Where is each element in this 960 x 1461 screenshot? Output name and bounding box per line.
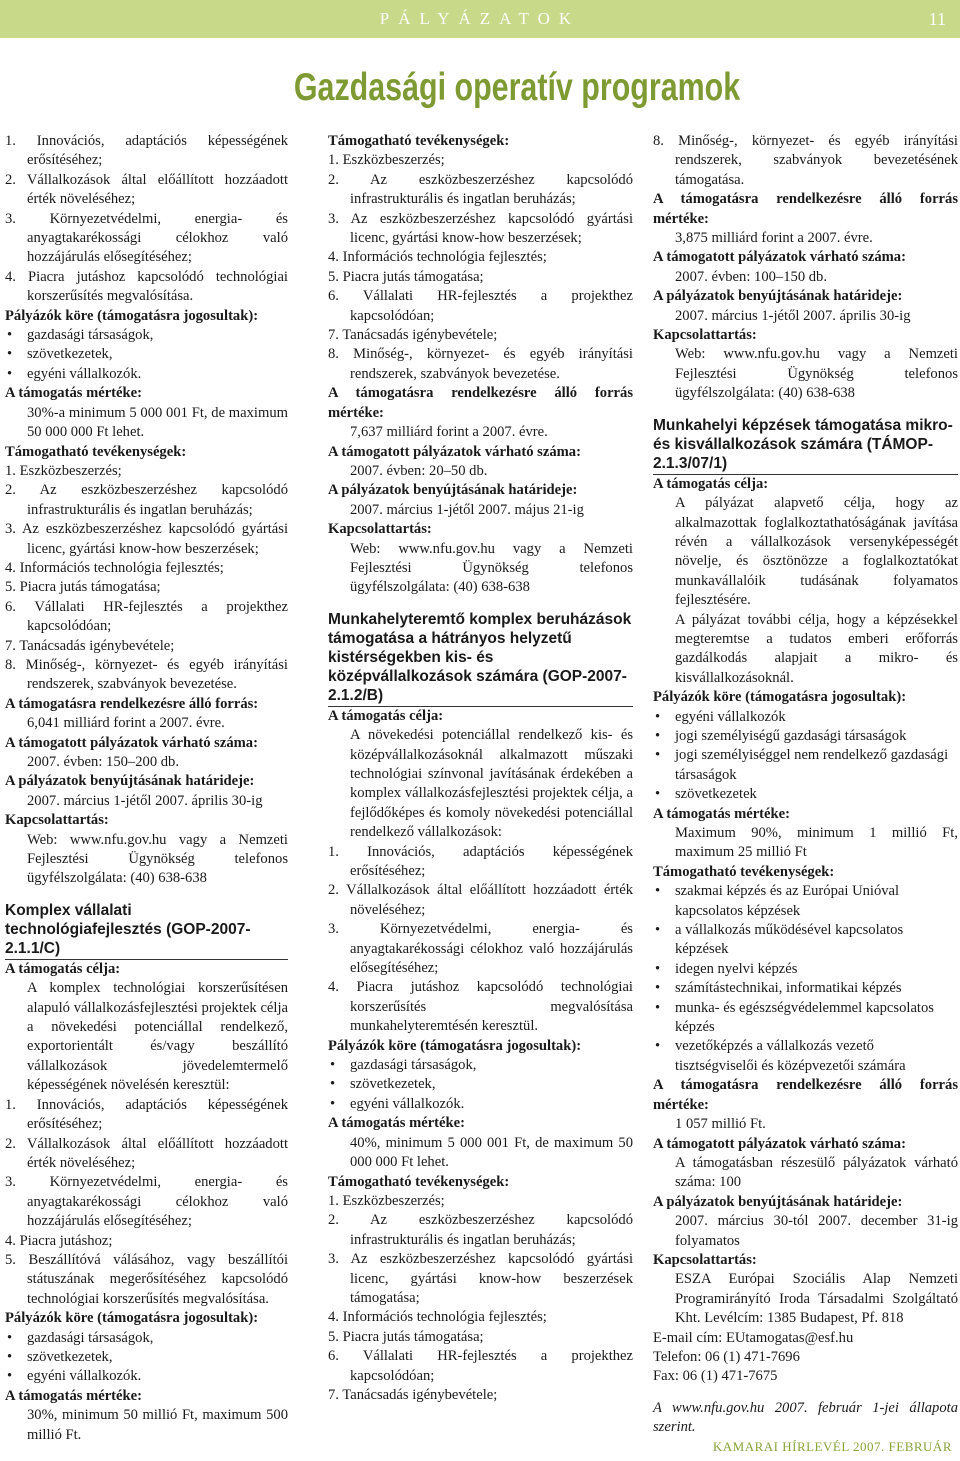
field-value: Web: www.nfu.gov.hu vagy a Nemzeti Fejlesztési Ügynökség telefonos ügyfélszolgálata: (40) 638-638 <box>27 831 288 887</box>
list-item: 6. Vállalati HR-fejlesztés a projekthez kapcsolódóan; <box>328 288 633 324</box>
list-item: 2. Az eszközbeszerzéshez kapcsolódó infrastrukturális és ingatlan beruházás; <box>328 171 633 208</box>
field-label: Pályázók köre (támogatásra jogosultak): <box>5 1310 259 1327</box>
field-value: 2007. évben: 150–200 db. <box>27 754 180 770</box>
list-item: 4. Piacra jutáshoz kapcsolódó technológiai korszerűsítés megvalósítása munkahelyteremtésén keresztül. <box>328 979 633 1035</box>
list-item: 1. Eszközbeszerzés; <box>328 1192 445 1209</box>
footer-publication: KAMARAI HÍRLEVÉL 2007. FEBRUÁR <box>712 1439 952 1454</box>
field-value: A növekedési potenciállal rendelkező kis- és középvállalkozásoknál alkalmazott műszaki technológiai színvonal javításának érdekében a komplex vállalkozásfejlesztési projektek célja, a fejlődőképes és komoly növekedési potenciállal rendelkező vállalkozások: <box>350 727 633 841</box>
list-item: 5. Piacra jutás támogatása; <box>328 268 484 285</box>
field-label: Pályázók köre (támogatásra jogosultak): <box>5 307 259 324</box>
list-item: 1. Innovációs, adaptációs képességének erősítéséhez; <box>5 133 288 169</box>
field-label: Kapcsolattartás: <box>328 521 432 538</box>
bullet-item: • egyéni vállalkozók. <box>5 1367 288 1386</box>
bullet-item: • gazdasági társaságok, <box>328 1056 633 1075</box>
section-title: PÁLYÁZATOK <box>379 9 581 28</box>
field-value: 6,041 milliárd forint a 2007. évre. <box>27 715 225 732</box>
field-label: Kapcsolattartás: <box>653 1251 757 1268</box>
field-value: 2007. évben: 20–50 db. <box>350 462 488 479</box>
field-value: 7,637 milliárd forint a 2007. évre. <box>350 424 548 441</box>
list-item: 3. Az eszközbeszerzéshez kapcsolódó gyártási licenc, gyártási know-how beszerzések támogatása; <box>328 1251 633 1306</box>
field-value: A komplex technológiai korszerűsítésen alapuló vállalkozásfejlesztési projektek célja a növekedési potenciállal rendelkező, exportorientált és/vagy beszállító vállalkozások jövedelemtermelő képességének növelésén keresztül: <box>27 980 288 1094</box>
section-heading: Munkahelyteremtő komplex beruházások támogatása a hátrányos helyzetű kistérségekben kis- és középvállalkozások számára (GOP-2007-2.1.2/B) <box>328 610 633 707</box>
section-heading-wrap <box>328 598 633 707</box>
bullet-item: • a vállalkozás működésével kapcsolatos képzések <box>653 921 958 960</box>
bullet-item: • vezetőképzés a vállalkozás vezető tisztségviselői és középvezetői számára <box>653 1037 958 1076</box>
list-item: 3. Az eszközbeszerzéshez kapcsolódó gyártási licenc, gyártási know-how beszerzések; <box>328 210 633 247</box>
field-value: A támogatásban részesülő pályázatok várható száma: 100 <box>675 1154 958 1191</box>
field-label: A támogatásra rendelkezésre álló forrás mértéke: <box>328 385 633 421</box>
page-headline: Gazdasági operatív programok <box>293 66 740 109</box>
page-number: 11 <box>928 9 946 29</box>
field-value: 30%-a minimum 5 000 001 Ft, de maximum 50 000 000 Ft lehet. <box>27 404 288 441</box>
list-item: 2. Az eszközbeszerzéshez kapcsolódó infrastrukturális és ingatlan beruházás; <box>328 1212 633 1248</box>
list-item: 7. Tanácsadás igénybevétele; <box>328 327 498 344</box>
list-item: 5. Beszállítóvá válásához, vagy beszállítói státuszának megerősítéséhez kapcsolódó technológiai korszerűsítés megvalósítása. <box>5 1251 288 1307</box>
field-label: Támogatható tevékenységek: <box>328 133 510 149</box>
list-item: 6. Vállalati HR-fejlesztés a projekthez kapcsolódóan; <box>5 598 288 635</box>
field-label: A támogatott pályázatok várható száma: <box>653 1135 906 1152</box>
field-label: A pályázatok benyújtásának határideje: <box>653 1193 903 1210</box>
field-value: 1 057 millió Ft. <box>675 1116 766 1133</box>
field-label: Támogatható tevékenységek: <box>653 863 835 880</box>
field-label: A támogatás mértéke: <box>5 385 142 402</box>
list-item: 2. Vállalkozások által előállított hozzáadott érték növeléséhez; <box>5 171 288 208</box>
field-value: 2007. március 1-jétől 2007. április 30-ig <box>27 792 263 809</box>
list-item: 3. Környezetvédelmi, energia- és anyagtakarékossági célokhoz való hozzájárulás elősegítéséhez; <box>328 921 633 977</box>
contact-line: Telefon: 06 (1) 471-7696 <box>653 1348 800 1365</box>
list-item: 5. Piacra jutás támogatása; <box>328 1328 484 1345</box>
list-item: 5. Piacra jutás támogatása; <box>5 579 161 596</box>
field-value: Web: www.nfu.gov.hu vagy a Nemzeti Fejlesztési Ügynökség telefonos ügyfélszolgálata: (40) 638-638 <box>675 346 958 402</box>
field-label: A pályázatok benyújtásának határideje: <box>653 288 903 305</box>
bullet-item: • gazdasági társaságok, <box>5 326 288 345</box>
bullet-item: • egyéni vállalkozók <box>653 708 958 727</box>
field-value: 40%, minimum 5 000 001 Ft, de maximum 50 000 000 Ft lehet. <box>350 1134 633 1171</box>
header-bar <box>0 0 960 38</box>
field-label: Pályázók köre (támogatásra jogosultak): <box>653 689 907 706</box>
section-heading-wrap <box>5 889 288 960</box>
list-item: 4. Információs technológia fejlesztés; <box>328 1309 547 1326</box>
field-value: ESZA Európai Szociális Alap Nemzeti Programirányító Iroda Társadalmi Szolgáltató Kht. Levélcím: 1385 Budapest, Pf. 818 <box>675 1271 958 1327</box>
list-item: 4. Információs technológia fejlesztés; <box>5 559 224 576</box>
bullet-item: • szövetkezetek, <box>5 1348 288 1367</box>
list-item: 7. Tanácsadás igénybevétele; <box>328 1386 498 1403</box>
list-item: 1. Eszközbeszerzés; <box>5 462 122 479</box>
field-label: A támogatott pályázatok várható száma: <box>653 249 906 266</box>
list-item: 2. Az eszközbeszerzéshez kapcsolódó infrastrukturális és ingatlan beruházás; <box>5 482 288 518</box>
field-label: A pályázatok benyújtásának határideje: <box>5 773 255 790</box>
field-label: Kapcsolattartás: <box>5 812 109 829</box>
list-item: 7. Tanácsadás igénybevétele; <box>5 637 175 654</box>
list-item: 2. Vállalkozások által előállított hozzáadott érték növeléséhez; <box>5 1135 288 1171</box>
bullet-item: • egyéni vállalkozók. <box>328 1095 633 1114</box>
bullet-item: • munka- és egészségvédelemmel kapcsolatos képzés <box>653 999 958 1038</box>
list-item: 4. Piacra jutáshoz; <box>5 1232 113 1249</box>
column-2 <box>328 132 633 1405</box>
field-label: Támogatható tevékenységek: <box>328 1173 510 1190</box>
bullet-item: • szakmai képzés és az Európai Unióval kapcsolatos képzések <box>653 882 958 921</box>
bullet-item: • számítástechnikai, informatikai képzés <box>653 979 958 998</box>
section-heading-wrap <box>653 404 958 475</box>
column-1 <box>5 132 288 1445</box>
bullet-item: • idegen nyelvi képzés <box>653 960 958 979</box>
list-item: 1. Innovációs, adaptációs képességének erősítéséhez; <box>5 1096 288 1133</box>
bullet-item: • szövetkezetek <box>653 785 958 804</box>
source-note: A www.nfu.gov.hu 2007. február 1-jei állapota szerint. <box>653 1399 958 1436</box>
field-label: A támogatás célja: <box>328 707 444 724</box>
list-item: 8. Minőség-, környezet- és egyéb irányítási rendszerek, szabványok bevezetése. <box>328 346 633 382</box>
field-label: A támogatás mértéke: <box>5 1387 142 1404</box>
field-value: Maximum 90%, minimum 1 millió Ft, maximum 25 millió Ft <box>675 825 958 861</box>
bullet-item: • szövetkezetek, <box>328 1075 633 1094</box>
field-label: A támogatott pályázatok várható száma: <box>328 443 581 460</box>
field-value: 2007. március 1-jétől 2007. április 30-ig <box>675 307 911 324</box>
field-label: A támogatás mértéke: <box>328 1115 465 1132</box>
field-label: A támogatásra rendelkezésre álló forrás: <box>5 695 259 712</box>
field-value: A pályázat alapvető célja, hogy az alkalmazottak foglalkoztathatóságának javítása révén a vállalkozások versenyképességét növelje, és ösztönözze a foglalkoztatókat munkavállalóik tudásának folyamatos fejlesztésére. <box>675 495 958 609</box>
list-item: 8. Minőség-, környezet- és egyéb irányítási rendszerek, szabványok bevezetése. <box>5 656 288 693</box>
field-label: Támogatható tevékenységek: <box>5 443 187 460</box>
contact-line: Fax: 06 (1) 471-7675 <box>653 1368 778 1385</box>
field-label: A támogatásra rendelkezésre álló forrás mértéke: <box>653 191 958 227</box>
bullet-item: • jogi személyiségű gazdasági társaságok <box>653 727 958 746</box>
list-item: 4. Piacra jutáshoz kapcsolódó technológiai korszerűsítés megvalósítása. <box>5 268 288 305</box>
list-item: 1. Innovációs, adaptációs képességének erősítéséhez; <box>328 843 633 879</box>
field-value: 2007. március 1-jétől 2007. május 21-ig <box>350 501 584 518</box>
field-value: 3,875 milliárd forint a 2007. évre. <box>675 230 873 247</box>
list-item: 2. Vállalkozások által előállított hozzáadott érték növeléséhez; <box>328 882 633 918</box>
field-value: Web: www.nfu.gov.hu vagy a Nemzeti Fejlesztési Ügynökség telefonos ügyfélszolgálata: (40) 638-638 <box>350 540 633 596</box>
list-item: 3. Környezetvédelmi, energia- és anyagtakarékossági célokhoz való hozzájárulás elősegítéséhez; <box>5 1174 288 1230</box>
field-label: A támogatásra rendelkezésre álló forrás mértéke: <box>653 1077 958 1113</box>
bullet-item: • jogi személyiséggel nem rendelkező gazdasági társaságok <box>653 746 958 785</box>
field-label: A támogatás mértéke: <box>653 805 790 822</box>
bullet-item: • egyéni vállalkozók. <box>5 365 288 384</box>
contact-line: E-mail cím: EUtamogatas@esf.hu <box>653 1329 854 1346</box>
list-item: 8. Minőség-, környezet- és egyéb irányítási rendszerek, szabványok bevezetésének támogatása. <box>653 133 958 188</box>
list-item: 1. Eszközbeszerzés; <box>328 152 445 169</box>
list-item: 6. Vállalati HR-fejlesztés a projekthez kapcsolódóan; <box>328 1348 633 1384</box>
field-value: 2007. évben: 100–150 db. <box>675 268 828 285</box>
list-item: 3. Az eszközbeszerzéshez kapcsolódó gyártási licenc, gyártási know-how beszerzések; <box>5 521 288 557</box>
list-item: 4. Információs technológia fejlesztés; <box>328 249 547 266</box>
field-value: A pályázat további célja, hogy a képzésekkel megteremtse a tudatos emberi erőforrás gazdálkodás alapjait a mikro- és kisvállalkozásoknál. <box>675 611 958 686</box>
field-value: 2007. március 30-tól 2007. december 31-ig folyamatos <box>675 1213 958 1249</box>
field-label: A pályázatok benyújtásának határideje: <box>328 482 578 499</box>
bullet-item: • gazdasági társaságok, <box>5 1329 288 1348</box>
field-label: A támogatás célja: <box>5 960 121 977</box>
field-label: A támogatás célja: <box>653 475 769 492</box>
section-heading: Munkahelyi képzések támogatása mikro- és kisvállalkozások számára (TÁMOP-2.1.3/07/1) <box>653 416 958 475</box>
column-3 <box>653 132 958 1438</box>
field-label: A támogatott pályázatok várható száma: <box>5 734 258 751</box>
list-item: 3. Környezetvédelmi, energia- és anyagtakarékossági célokhoz való hozzájárulás elősegítéséhez; <box>5 210 288 266</box>
field-label: Pályázók köre (támogatásra jogosultak): <box>328 1037 582 1054</box>
section-heading: Komplex vállalati technológiafejlesztés (GOP-2007-2.1.1/C) <box>5 901 288 960</box>
bullet-item: • szövetkezetek, <box>5 345 288 364</box>
field-label: Kapcsolattartás: <box>653 327 757 344</box>
field-value: 30%, minimum 50 millió Ft, maximum 500 millió Ft. <box>27 1407 288 1443</box>
